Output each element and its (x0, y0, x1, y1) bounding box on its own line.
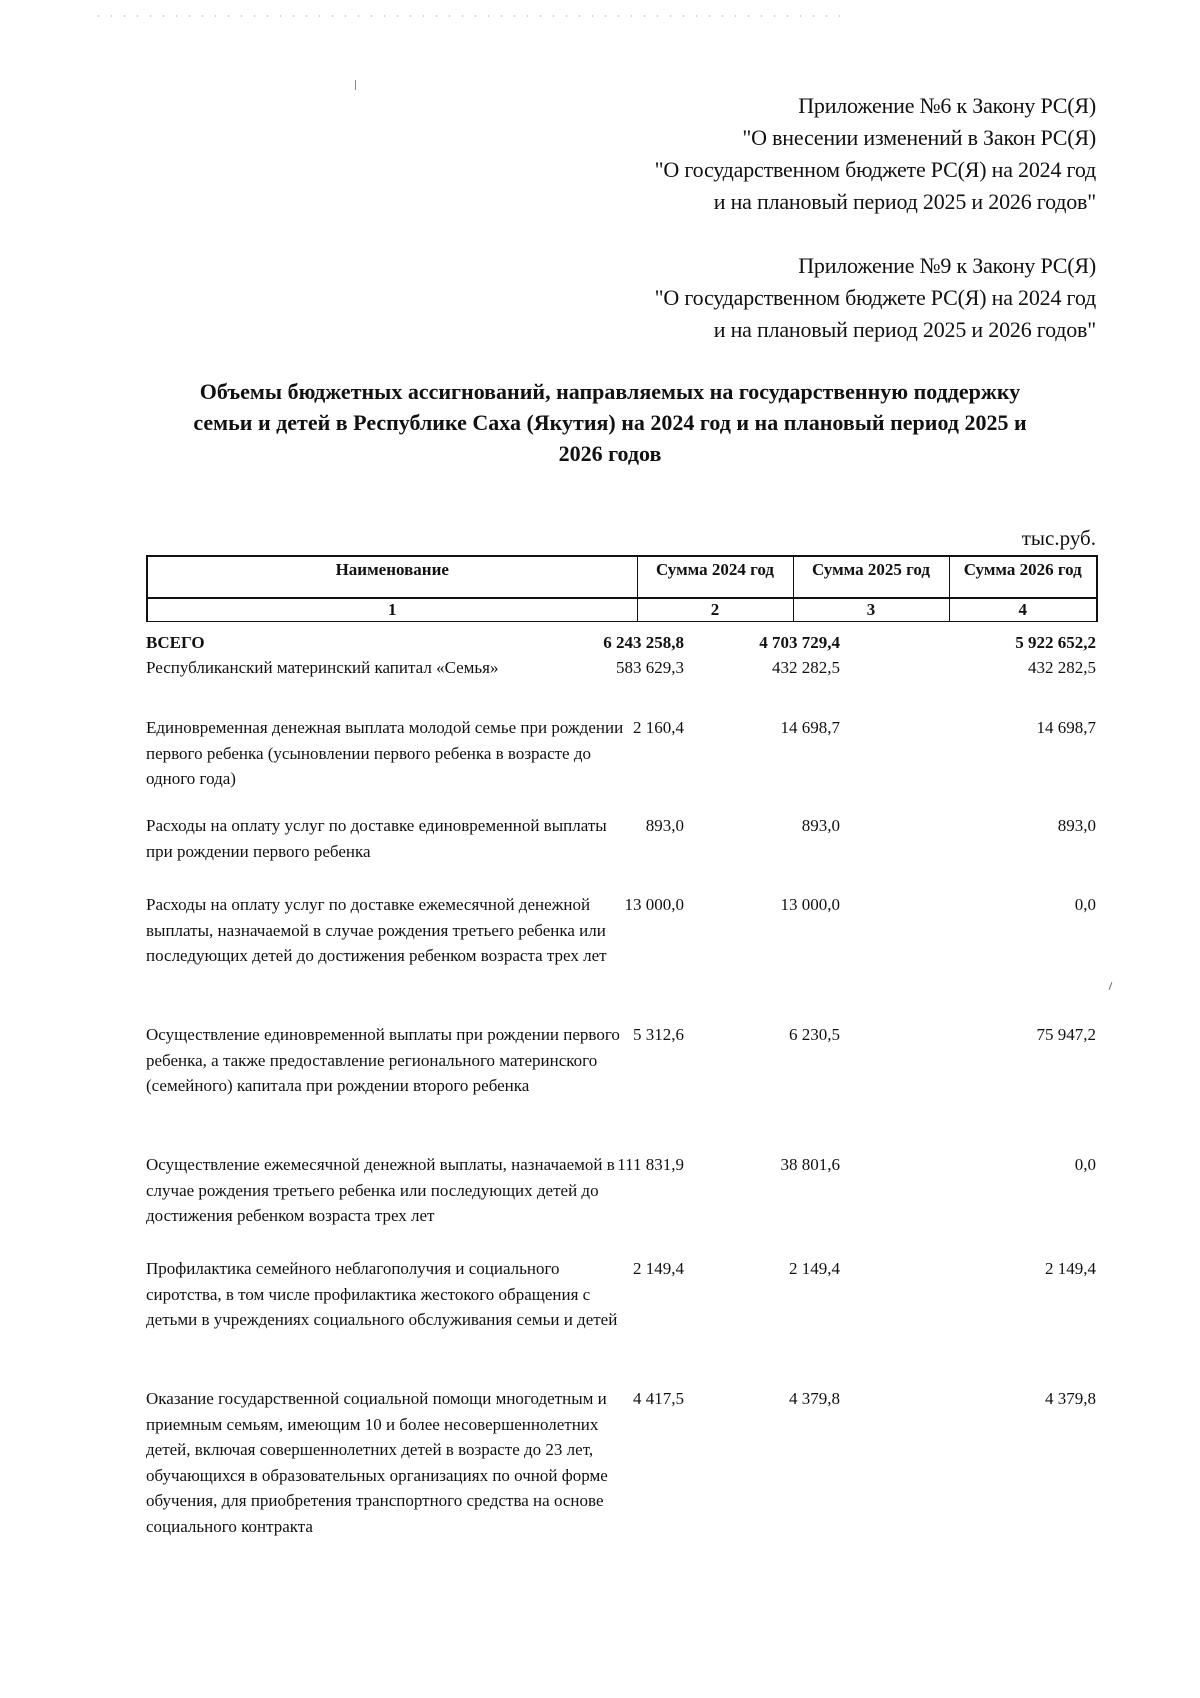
header-cell-2025: Сумма 2025 год (793, 556, 949, 598)
row-value-2025: 38 801,6 (780, 1155, 840, 1174)
row-value-2025: 893,0 (801, 816, 840, 835)
row-value-2026: 432 282,5 (1028, 658, 1096, 677)
appendix-line: "О государственном бюджете РС(Я) на 2024 год (654, 157, 1096, 182)
title-line: 2026 годов (558, 441, 662, 466)
appendix-line: Приложение №9 к Закону РС(Я) (798, 253, 1096, 278)
row-value-2025: 2 149,4 (789, 1259, 840, 1278)
row-name: Расходы на оплату услуг по доставке ежемесячной денежной выплаты, назначаемой в случае рождения третьего ребенка или последующих детей до достижения ребенком возраста трех лет (146, 895, 607, 965)
row-name: Профилактика семейного неблагополучия и социального сиротства, в том числе профилактика жестокого обращения с детьми в учреждениях социального обслуживания семьи и детей (146, 1259, 618, 1329)
scan-artifact (1109, 982, 1113, 990)
row-value-2024: 583 629,3 (616, 658, 684, 677)
row-value-2024: 893,0 (645, 816, 684, 835)
appendix-line: и на плановый период 2025 и 2026 годов" (713, 317, 1096, 342)
row-value-2024: 6 243 258,8 (603, 633, 684, 652)
row-value-2025: 4 703 729,4 (759, 633, 840, 652)
appendix-9-heading (655, 250, 1096, 346)
table-header (146, 555, 1098, 622)
row-value-2024: 2 160,4 (633, 718, 684, 737)
header-cell-2024: Сумма 2024 год (637, 556, 793, 598)
appendix-6-heading (655, 90, 1096, 218)
table-row (146, 655, 1096, 715)
row-name: Оказание государственной социальной помощи многодетным и приемным семьям, имеющим 10 и более несовершеннолетних детей, включая совершеннолетних детей в возрасте до 23 лет, обучающихся в образовательных организациях по очной форме обучения, для приобретения транспортного средства на основе социального контракта (146, 1389, 608, 1536)
row-value-2024: 111 831,9 (617, 1155, 684, 1174)
title-line: семьи и детей в Республике Саха (Якутия) на 2024 год и на плановый период 2025 и (193, 410, 1027, 435)
appendix-line: "О государственном бюджете РС(Я) на 2024 год (654, 285, 1096, 310)
table-row-total (146, 630, 1096, 655)
row-value-2026: 5 922 652,2 (1015, 633, 1096, 652)
table-row (146, 1386, 1096, 1596)
column-number-row (147, 598, 1097, 622)
row-value-2025: 432 282,5 (772, 658, 840, 677)
table-row (146, 813, 1096, 892)
table-row (146, 1152, 1096, 1256)
title-line: Объемы бюджетных ассигнований, направляемых на государственную поддержку (199, 379, 1021, 404)
row-value-2026: 0,0 (1074, 895, 1096, 914)
column-number: 3 (793, 598, 949, 622)
table-row (146, 1022, 1096, 1152)
column-number: 4 (949, 598, 1097, 622)
row-value-2024: 4 417,5 (633, 1389, 684, 1408)
row-value-2025: 4 379,8 (789, 1389, 840, 1408)
row-value-2026: 14 698,7 (1036, 718, 1096, 737)
appendix-line: "О внесении изменений в Закон РС(Я) (742, 125, 1096, 150)
row-value-2026: 4 379,8 (1045, 1389, 1096, 1408)
scan-artifact (92, 14, 852, 18)
table-row (146, 1256, 1096, 1386)
row-name: Единовременная денежная выплата молодой семье при рождении первого ребенка (усыновлении первого ребенка в возрасте до одного года) (146, 718, 624, 788)
row-value-2024: 2 149,4 (633, 1259, 684, 1278)
table-row (146, 892, 1096, 1022)
header-cell-name: Наименование (147, 556, 637, 598)
scan-artifact (355, 80, 356, 90)
row-value-2025: 14 698,7 (780, 718, 840, 737)
row-value-2024: 5 312,6 (633, 1025, 684, 1044)
appendix-line: Приложение №6 к Закону РС(Я) (798, 93, 1096, 118)
units-label: тыс.руб. (1021, 526, 1096, 550)
row-name: Республиканский материнский капитал «Семья» (146, 658, 499, 677)
row-value-2026: 0,0 (1074, 1155, 1096, 1174)
column-number: 1 (147, 598, 637, 622)
row-value-2026: 893,0 (1057, 816, 1096, 835)
table-body (146, 630, 1096, 1596)
column-number: 2 (637, 598, 793, 622)
header-cell-2026: Сумма 2026 год (949, 556, 1097, 598)
row-name: Расходы на оплату услуг по доставке единовременной выплаты при рождении первого ребенка (146, 816, 607, 861)
table-row (146, 715, 1096, 813)
appendix-line: и на плановый период 2025 и 2026 годов" (713, 189, 1096, 214)
row-value-2026: 75 947,2 (1036, 1025, 1096, 1044)
row-value-2026: 2 149,4 (1045, 1259, 1096, 1278)
document-title (120, 376, 1100, 469)
row-name: Осуществление ежемесячной денежной выплаты, назначаемой в случае рождения третьего ребенка или последующих детей до достижения ребенком возраста трех лет (146, 1155, 615, 1225)
row-value-2025: 13 000,0 (780, 895, 840, 914)
row-value-2025: 6 230,5 (789, 1025, 840, 1044)
header-row (147, 556, 1097, 598)
row-name: Осуществление единовременной выплаты при рождении первого ребенка, а также предоставление регионального материнского (семейного) капитала при рождении второго ребенка (146, 1025, 620, 1095)
row-name: ВСЕГО (146, 633, 205, 652)
row-value-2024: 13 000,0 (624, 895, 684, 914)
